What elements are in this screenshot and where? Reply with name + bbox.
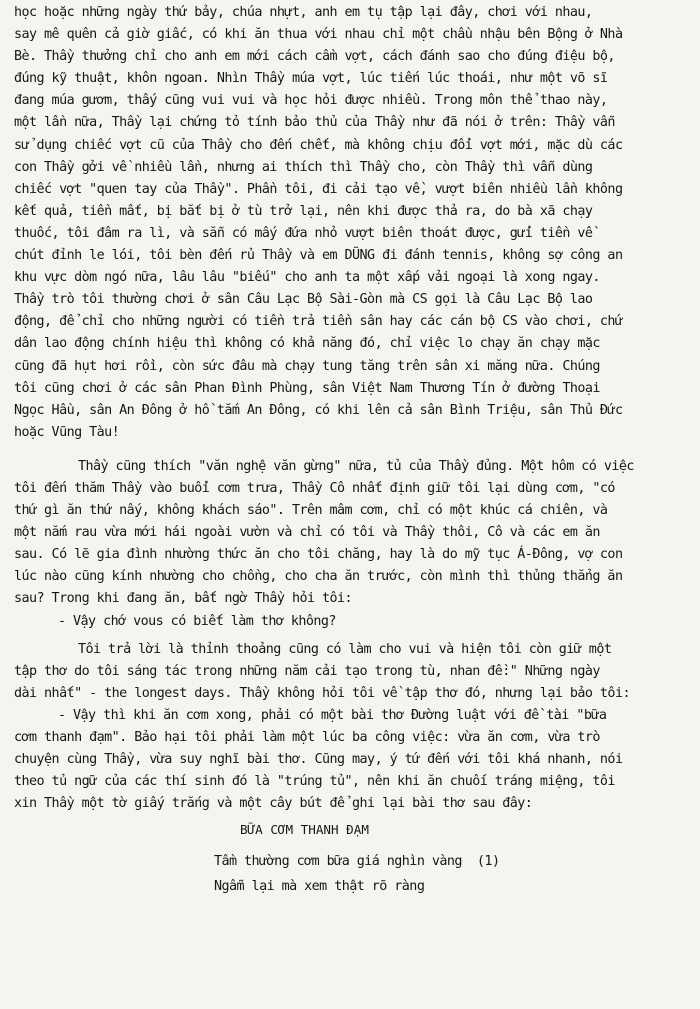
- text-line: Thầy trò tôi thường chơi ở sân Câu Lạc Bộ Sài-Gòn mà CS gọi là Câu Lạc Bộ lao: [14, 292, 593, 308]
- poem-line: Ngẫm lại mà xem thật rõ ràng: [214, 878, 425, 894]
- text-line: sau. Có lẽ gia đình nhường thức ăn cho tôi chăng, hay là do mỹ tục Á-Đông, vợ con: [14, 547, 623, 563]
- text-line: tập thơ do tôi sáng tác trong những năm cải tạo trong tù, nhan đề:" Những ngày: [14, 663, 600, 679]
- text-line: chiếc vợt "quen tay của Thầy". Phần tôi, đi cải tạo về, vượt biên nhiều lần không: [14, 181, 623, 197]
- text-line: sử dụng chiếc vợt cũ của Thầy cho đến chết, mà không chịu đổi vợt mới, mặc dù các: [14, 137, 623, 153]
- paragraph-poem-request: [14, 705, 694, 815]
- paragraph-tennis: [14, 2, 694, 444]
- text-line: khu vực dòm ngó nữa, lâu lâu "biếu" cho anh ta một xấp vải ngoại là xong ngay.: [14, 270, 600, 286]
- text-line: theo tủ ngữ của các thí sinh đó là "trúng tủ", nên khi ăn chuối tráng miệng, tôi: [14, 774, 615, 790]
- text-line: say mê quên cả giờ giấc, có khi ăn thua với nhau chỉ một chầu nhậu bên Bộng ở Nhà: [14, 27, 623, 43]
- text-line: dân lao động chính hiệu thì không có khả năng đó, chỉ việc lo chạy ăn chạy mặc: [14, 336, 600, 352]
- text-line: xin Thầy một tờ giấy trắng và một cây bút để ghi lại bài thơ sau đây:: [14, 796, 533, 812]
- text-line: dài nhất" - the longest days. Thầy không hỏi tôi về tập thơ đó, nhưng lại bảo tôi:: [14, 685, 630, 701]
- text-line: - Vậy thì khi ăn cơm xong, phải có một bài thơ Đường luật với đề tài "bữa: [58, 707, 607, 723]
- text-line: chút đỉnh le lói, tôi bèn đến rủ Thầy và em DŨNG đi đánh tennis, không sợ công an: [14, 248, 623, 264]
- text-line: một nắm rau vừa mới hái ngoài vườn và chỉ có tôi và Thầy thôi, Cô và các em ăn: [14, 525, 600, 541]
- text-line: động, để chỉ cho những người có tiền trả tiền sân hay các cán bộ CS vào chơi, chứ: [14, 314, 623, 330]
- text-line: hoặc Vũng Tàu!: [14, 424, 120, 440]
- paragraph-answer: [14, 639, 694, 705]
- text-line: đúng kỹ thuật, khôn ngoan. Nhìn Thầy múa vợt, lúc tiến lúc thoái, như một võ sĩ: [14, 71, 608, 87]
- text-line: Bè. Thầy thưởng chỉ cho anh em mới cách cầm vợt, cách đánh sao cho đúng điệu bộ,: [14, 49, 615, 65]
- text-line: đang múa gươm, thấy cũng vui vui và học hỏi được nhiều. Trong môn thể thao này,: [14, 93, 608, 109]
- text-line: tôi đến thăm Thầy vào buổi cơm trưa, Thầy Cô nhất định giữ tôi lại dùng cơm, "có: [14, 480, 615, 496]
- text-line: sau? Trong khi đang ăn, bất ngờ Thầy hỏi tôi:: [14, 591, 353, 607]
- poem-title: BỮA CƠM THANH ĐẠM: [240, 822, 369, 838]
- text-line: thứ gì ăn thứ nấy, không khách sáo". Trên mâm cơm, chỉ có một khúc cá chiên, và: [14, 503, 608, 519]
- text-line: cơm thanh đạm". Bảo hại tôi phải làm một lúc ba công việc: vừa ăn cơm, vừa trò: [14, 730, 600, 745]
- poem-line: Tầm thường cơm bữa giá nghìn vàng (1): [214, 854, 500, 870]
- paragraph-gap: [14, 444, 694, 456]
- text-line: học hoặc những ngày thứ bảy, chúa nhựt, anh em tụ tập lại đây, chơi với nhau,: [14, 5, 593, 20]
- text-line: Tôi trả lời là thỉnh thoảng cũng có làm cho vui và hiện tôi còn giữ một: [78, 641, 612, 657]
- text-line: thuốc, tôi đâm ra lì, và sẵn có mấy đứa nhỏ vượt biên thoát được, gửi tiền về: [14, 225, 593, 241]
- text-line: một lần nữa, Thầy lại chứng tỏ tính bảo thủ của Thầy như đã nói ở trên: Thầy vẫn: [14, 115, 615, 131]
- dialogue-question: - Vậy chớ vous có biết làm thơ không?: [58, 613, 336, 629]
- text-line: tôi cũng chơi ở các sân Phan Đình Phùng, sân Việt Nam Thương Tín ở đường Thoại: [14, 380, 600, 396]
- text-line: con Thầy gởi về nhiều lần, nhưng ai thích thì Thầy cho, còn Thầy thì vẫn dùng: [14, 159, 593, 175]
- text-line: chuyện cùng Thầy, vừa suy nghĩ bài thơ. Cũng may, ý tứ đến với tôi khá nhanh, nói: [14, 752, 623, 768]
- text-line: Ngọc Hầu, sân An Đông ở hồ tắm An Đông, có khi lên cả sân Bình Triệu, sân Thủ Đức: [14, 402, 623, 418]
- paragraph-meal: [14, 456, 694, 611]
- text-line: Thầy cũng thích "văn nghệ văn gừng" nữa, tủ của Thầy đủng. Một hôm có việc: [78, 458, 634, 474]
- text-line: lúc nào cũng kính nhường cho chồng, cho cha ăn trước, còn mình thì thủng thẳng ăn: [14, 569, 623, 585]
- text-line: cũng đã hụt hơi rồi, còn sức đâu mà chạy tung tăng trên sân xi măng nữa. Chúng: [14, 358, 600, 374]
- text-line: kết quả, tiền mất, bị bắt bị ở tù trở lại, nên khi được thả ra, do bà xã chạy: [14, 203, 593, 219]
